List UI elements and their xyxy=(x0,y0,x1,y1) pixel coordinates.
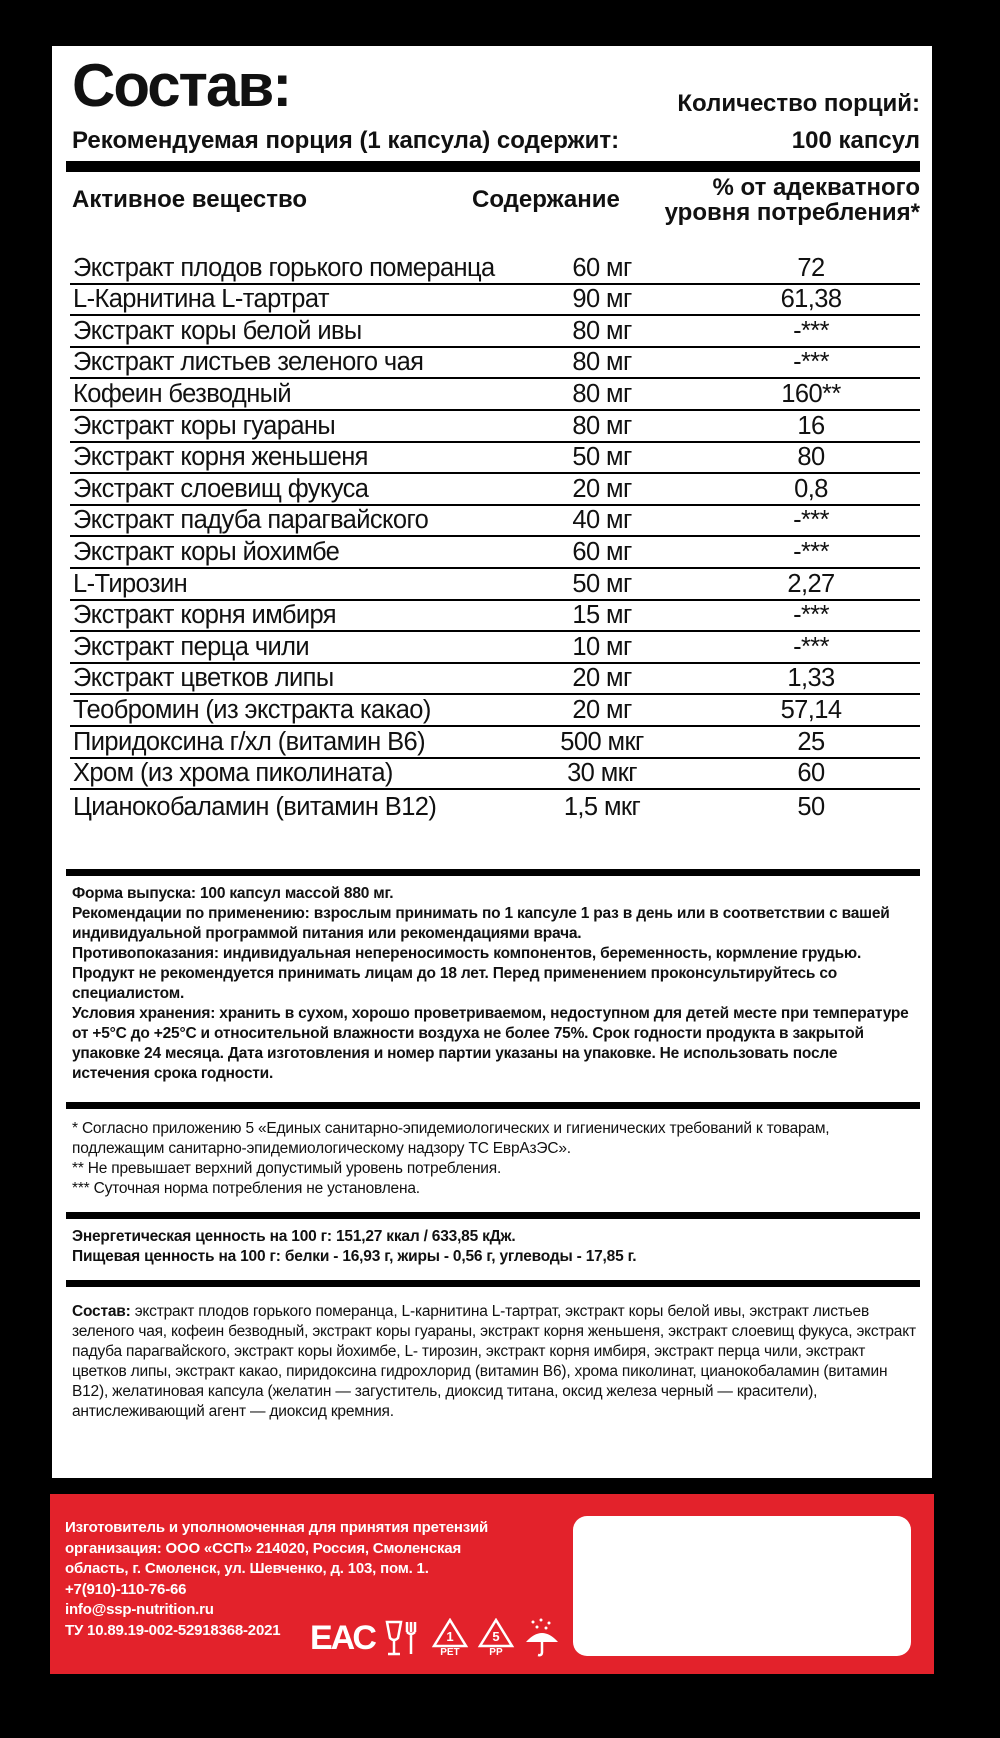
servings-label: Количество порций: xyxy=(677,90,920,117)
footnote-2: ** Не превышает верхний допустимый уровень потребления. xyxy=(72,1160,502,1177)
table-row xyxy=(70,569,920,601)
substance-amount: 30 мкг xyxy=(567,759,637,788)
substance-percent: -*** xyxy=(793,537,829,566)
substance-name: Пиридоксина г/хл (витамин В6) xyxy=(73,727,426,756)
eac-icon: ЕАС xyxy=(310,1619,375,1657)
glass-fork-icon xyxy=(383,1618,423,1658)
divider xyxy=(66,1280,920,1287)
recycle-pet-icon: 1 PET xyxy=(431,1618,469,1658)
table-row xyxy=(70,316,920,348)
table-row xyxy=(70,379,920,411)
substance-name: L-Тирозин xyxy=(73,569,188,598)
substance-name: Теобромин (из экстракта какао) xyxy=(73,695,431,724)
substance-percent: 60 xyxy=(797,759,825,788)
substance-name: Экстракт падуба парагвайского xyxy=(73,506,429,535)
substance-amount: 10 мг xyxy=(572,632,632,661)
table-row xyxy=(70,695,920,727)
substance-amount: 40 мг xyxy=(572,506,632,535)
manufacturer-email: info@ssp-nutrition.ru xyxy=(65,1601,214,1618)
manufacturer-block xyxy=(50,1494,934,1674)
substance-percent: -*** xyxy=(793,506,829,535)
substance-name: Экстракт листьев зеленого чая xyxy=(73,348,424,377)
nutrition-table xyxy=(70,253,920,822)
table-row xyxy=(70,664,920,696)
recycle-pp-icon: 5 PP xyxy=(477,1618,515,1658)
column-header-substance: Активное вещество xyxy=(72,186,308,213)
composition xyxy=(72,1302,917,1422)
substance-name: Цианокобаламин (витамин В12) xyxy=(73,792,437,821)
substance-amount: 50 мг xyxy=(572,569,632,598)
substance-name: Хром (из хрома пиколината) xyxy=(73,759,393,788)
substance-percent: 16 xyxy=(797,411,825,440)
substance-percent: 25 xyxy=(797,727,825,756)
divider xyxy=(66,1102,920,1109)
table-row xyxy=(70,411,920,443)
table-row xyxy=(70,759,920,791)
divider xyxy=(66,869,920,876)
substance-name: Кофеин безводный xyxy=(73,379,292,408)
substance-amount: 1,5 мкг xyxy=(563,792,641,821)
table-row xyxy=(70,537,920,569)
substance-amount: 20 мг xyxy=(572,695,632,724)
substance-percent: -*** xyxy=(793,632,829,661)
servings-value: 100 капсул xyxy=(791,127,920,154)
contraindications-text: Противопоказания: индивидуальная непереносимость компонентов, беременность, кормление грудью. Продукт не рекомендуется принимать лицам до 18 лет. Перед применением проконсультируйтесь со специалистом. xyxy=(72,945,862,1002)
substance-amount: 20 мг xyxy=(572,474,632,503)
keep-dry-umbrella-icon xyxy=(523,1618,561,1658)
energy-value: Энергетическая ценность на 100 г: 151,27 ккал / 633,85 кДж. xyxy=(72,1228,516,1245)
table-row xyxy=(70,474,920,506)
svg-text:5: 5 xyxy=(492,1629,500,1644)
substance-name: Экстракт слоевищ фукуса xyxy=(73,474,369,503)
substance-percent: -*** xyxy=(793,348,829,377)
divider xyxy=(66,161,920,172)
manufacturer-line: организация: ООО «ССП» 214020, Россия, Смоленская xyxy=(65,1539,461,1557)
substance-percent: 0,8 xyxy=(794,474,828,503)
footnote-3: *** Суточная норма потребления не установлена. xyxy=(72,1180,420,1197)
substance-percent: -*** xyxy=(793,601,829,630)
divider xyxy=(66,1212,920,1219)
substance-amount: 50 мг xyxy=(572,443,632,472)
table-row xyxy=(70,727,920,759)
substance-amount: 90 мг xyxy=(572,285,632,314)
substance-percent: 2,27 xyxy=(787,569,835,598)
svg-text:1: 1 xyxy=(446,1629,454,1644)
nutrition-values xyxy=(72,1227,917,1267)
substance-percent: 61,38 xyxy=(780,285,842,314)
substance-amount: 500 мкг xyxy=(560,727,644,756)
substance-amount: 80 мг xyxy=(572,411,632,440)
table-row xyxy=(70,443,920,475)
storage-text: Условия хранения: хранить в сухом, хорошо проветриваемом, недоступном для детей месте при температуре от +5°С до +25°С и относительной влажности воздуха не более 75%. Срок годности продукта в закрытой упаковке 24 месяца. Дата изготовления и номер партии указаны на упаковке. Не использовать после истечения срока годности. xyxy=(72,1005,909,1082)
column-header-amount: Содержание xyxy=(472,186,620,213)
substance-amount: 80 мг xyxy=(572,379,632,408)
substance-percent: 80 xyxy=(797,443,825,472)
substance-name: Экстракт коры белой ивы xyxy=(73,316,362,345)
manufacturer-phone: +7(910)-110-76-66 xyxy=(65,1580,187,1598)
substance-percent: 72 xyxy=(797,253,825,282)
composition-label: Состав: xyxy=(72,1303,131,1320)
substance-name: Экстракт плодов горького померанца xyxy=(73,253,495,282)
info-block xyxy=(72,884,917,1084)
manufacturer-line: Изготовитель и уполномоченная для принятия претензий xyxy=(65,1519,489,1536)
substance-amount: 20 мг xyxy=(572,664,632,693)
substance-amount: 60 мг xyxy=(572,537,632,566)
substance-name: L-Карнитина L-тартрат xyxy=(73,285,329,314)
substance-name: Экстракт коры йохимбе xyxy=(73,537,340,566)
table-row xyxy=(70,632,920,664)
release-form: Форма выпуска: 100 капсул массой 880 мг. xyxy=(72,885,394,902)
substance-name: Экстракт перца чили xyxy=(73,632,310,661)
portion-label: Рекомендуемая порция (1 капсула) содержит: xyxy=(72,127,620,154)
substance-amount: 60 мг xyxy=(572,253,632,282)
batch-info-box xyxy=(573,1516,911,1656)
footnote-1: * Согласно приложению 5 «Единых санитарно-эпидемиологических и гигиенических требований к товарам, подлежащим санитарно-эпидемиологическому надзору ТС ЕврАзЭС». xyxy=(72,1120,830,1157)
tu-number: ТУ 10.89.19-002-52918368-2021 xyxy=(65,1621,281,1639)
column-header-percent-line1: % от адекватного xyxy=(712,174,920,201)
substance-percent: -*** xyxy=(793,316,829,345)
table-row xyxy=(70,285,920,317)
substance-name: Экстракт корня имбиря xyxy=(73,601,336,630)
table-row xyxy=(70,601,920,633)
manufacturer-line: область, г. Смоленск, ул. Шевченко, д. 103, пом. 1. xyxy=(65,1560,429,1577)
substance-percent: 50 xyxy=(797,792,825,821)
substance-name: Экстракт цветков липы xyxy=(73,664,334,693)
substance-amount: 15 мг xyxy=(572,601,632,630)
page-title: Состав: xyxy=(72,52,291,119)
table-row xyxy=(70,348,920,380)
table-row xyxy=(70,790,920,822)
substance-percent: 57,14 xyxy=(780,695,842,724)
column-header-percent-line2: уровня потребления* xyxy=(664,199,920,226)
table-row xyxy=(70,506,920,538)
footnotes xyxy=(72,1119,917,1199)
column-header-percent xyxy=(665,175,920,225)
substance-amount: 80 мг xyxy=(572,348,632,377)
substance-percent: 160** xyxy=(781,379,841,408)
substance-name: Экстракт корня женьшеня xyxy=(73,443,368,472)
packaging-marks xyxy=(310,1618,561,1658)
substance-name: Экстракт коры гуараны xyxy=(73,411,336,440)
table-row xyxy=(70,253,920,285)
substance-amount: 80 мг xyxy=(572,316,632,345)
nutrition-value: Пищевая ценность на 100 г: белки - 16,93 г, жиры - 0,56 г, углеводы - 17,85 г. xyxy=(72,1248,637,1265)
substance-percent: 1,33 xyxy=(787,664,835,693)
label-panel xyxy=(52,46,932,1478)
composition-text: экстракт плодов горького померанца, L-карнитина L-тартрат, экстракт коры белой ивы, экстракт листьев зеленого чая, кофеин безводный, экстракт коры гуараны, экстракт корня женьшеня, экстракт слоевищ фукуса, экстракт падуба парагвайского, экстракт коры йохимбе, L- тирозин, экстракт корня имбиря, экстракт перца чили, экстракт цветков липы, экстракт какао, пиридоксина гидрохлорид (витамин В6), хрома пиколинат, цианокобаламин (витамин В12), желатиновая капсула (желатин — загуститель, диоксид титана, оксид железа черный — красители), антислеживающий агент — диоксид кремния. xyxy=(72,1303,916,1420)
usage-text: Рекомендации по применению: взрослым принимать по 1 капсуле 1 раз в день или в соответствии с вашей индивидуальной программой питания или рекомендациями врача. xyxy=(72,905,890,942)
